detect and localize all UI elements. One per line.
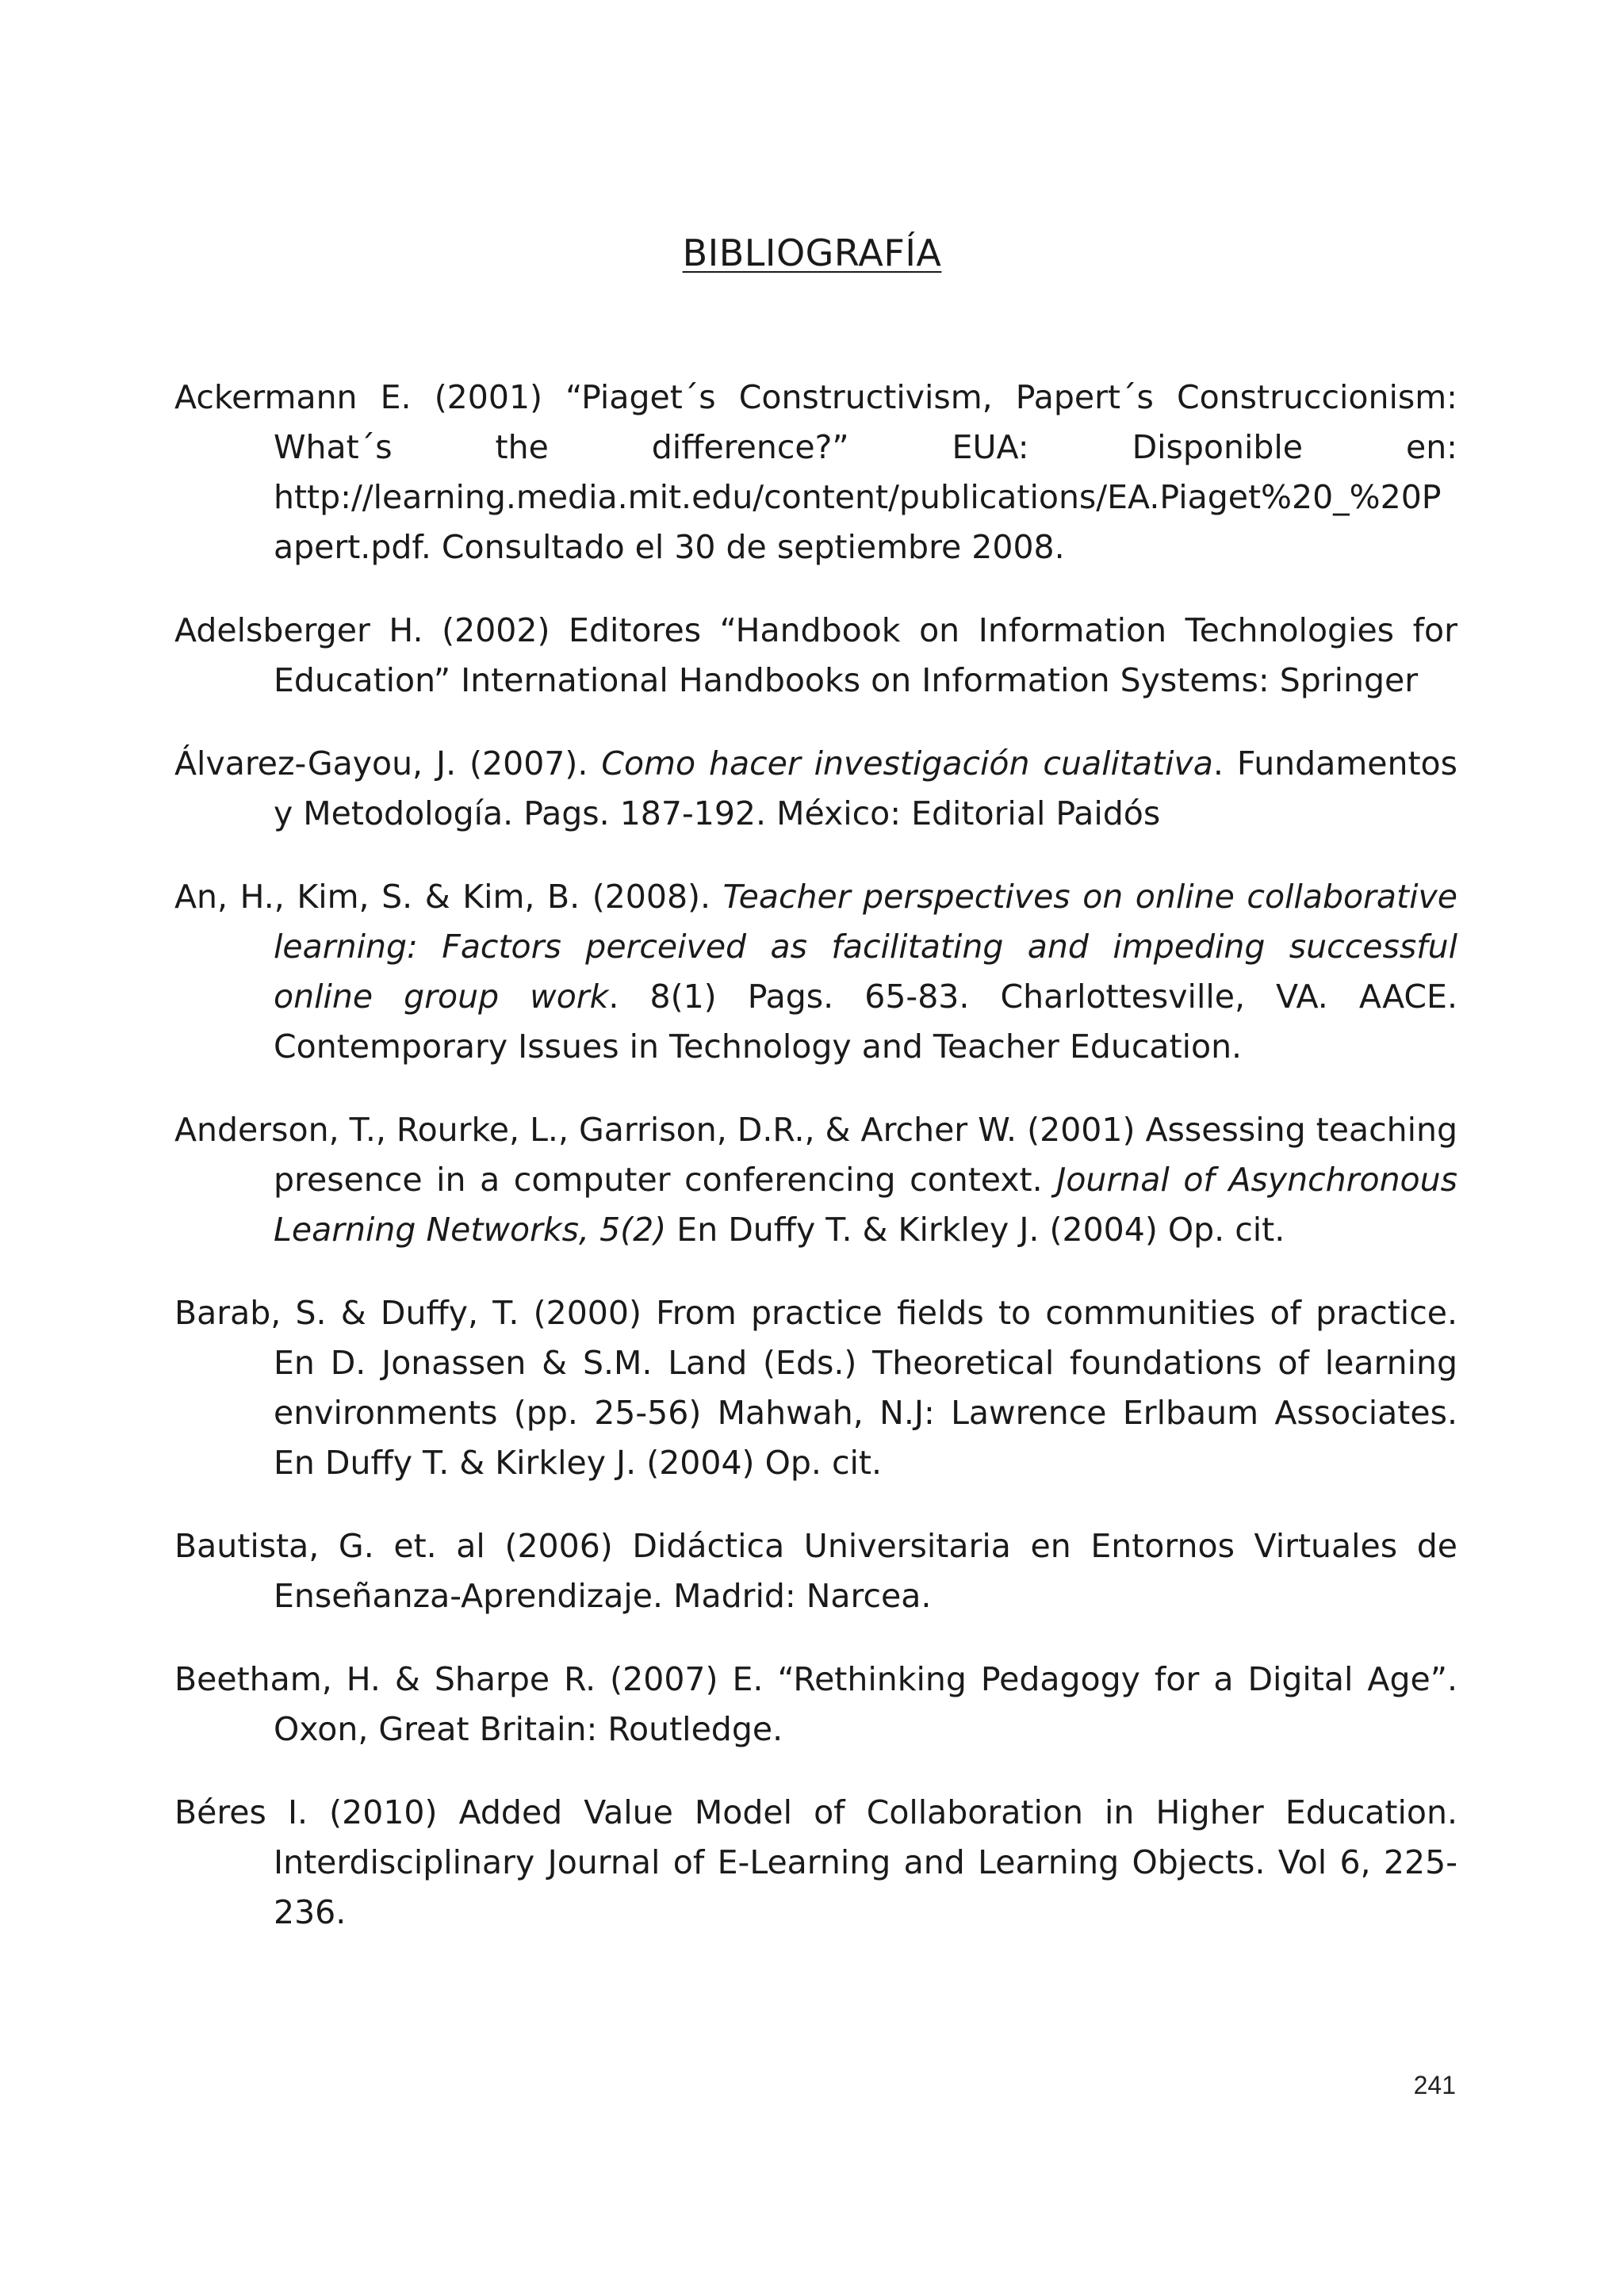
reference-entry [174, 739, 1457, 839]
reference-text: An, H., Kim, S. & Kim, B. (2008). [174, 878, 723, 916]
reference-text: Barab, S. & Duffy, T. (2000) From practice fields to communities of practice. En D. Jonassen & S.M. Land (Eds.) Theoretical foundations of learning environments (pp. 25-56) Mahwah, N.J: Lawrence Erlbaum Associates. En Duffy T. & Kirkley J. (2004) Op. cit. [174, 1294, 1457, 1482]
reference-entry [174, 1788, 1457, 1938]
reference-text: Beetham, H. & Sharpe R. (2007) E. “Rethinking Pedagogy for a Digital Age”. Oxon, Great Britain: Routledge. [174, 1660, 1457, 1748]
reference-text: Anderson, T., Rourke, L., Garrison, D.R., & Archer W. (2001) Assessing teaching presence in a computer conferencing context. [174, 1111, 1457, 1199]
reference-text: Álvarez-Gayou, J. (2007). [174, 744, 602, 783]
reference-text-tail: . 8(1) Pags. 65-83. Charlottesville, VA. AACE. Contemporary Issues in Technology and Teacher Education. [274, 978, 1457, 1066]
page-title: BIBLIOGRAFÍA [682, 232, 942, 274]
reference-text: Adelsberger H. (2002) Editores “Handbook on Information Technologies for Education” International Handbooks on Information Systems: Springer [174, 611, 1457, 699]
reference-text: Bautista, G. et. al (2006) Didáctica Universitaria en Entornos Virtuales de Enseñanza-Aprendizaje. Madrid: Narcea. [174, 1527, 1457, 1615]
page-number: 241 [1413, 2071, 1456, 2099]
reference-entry [174, 373, 1457, 572]
reference-title: Como hacer investigación cualitativa [601, 744, 1213, 783]
reference-text: Béres I. (2010) Added Value Model of Collaboration in Higher Education. Interdisciplinary Journal of E-Learning and Learning Objects. Vol 6, 225-236. [174, 1793, 1457, 1931]
reference-text-tail: . Fundamentos y Metodología. Pags. 187-192. México: Editorial Paidós [274, 744, 1457, 832]
reference-text-tail: En Duffy T. & Kirkley J. (2004) Op. cit. [666, 1211, 1285, 1249]
reference-entry [174, 1105, 1457, 1255]
reference-entry [174, 606, 1457, 706]
reference-entry [174, 1655, 1457, 1755]
reference-entry [174, 1288, 1457, 1488]
reference-entry [174, 872, 1457, 1072]
reference-title: Journal of Asynchronous Learning Networks, 5(2) [274, 1161, 1457, 1249]
reference-list [174, 373, 1457, 1971]
reference-title: Teacher perspectives on online collaborative learning: Factors perceived as facilitating and impeding successful online group work [274, 878, 1457, 1016]
reference-entry [174, 1521, 1457, 1621]
reference-text: Ackermann E. (2001) “Piaget´s Constructivism, Papert´s Construccionism: What´s the difference?” EUA: Disponible en: http://learning.media.mit.edu/content/publications/EA.Piaget%20_%20Papert.pdf. Consultado el 30 de septiembre 2008. [174, 378, 1457, 566]
